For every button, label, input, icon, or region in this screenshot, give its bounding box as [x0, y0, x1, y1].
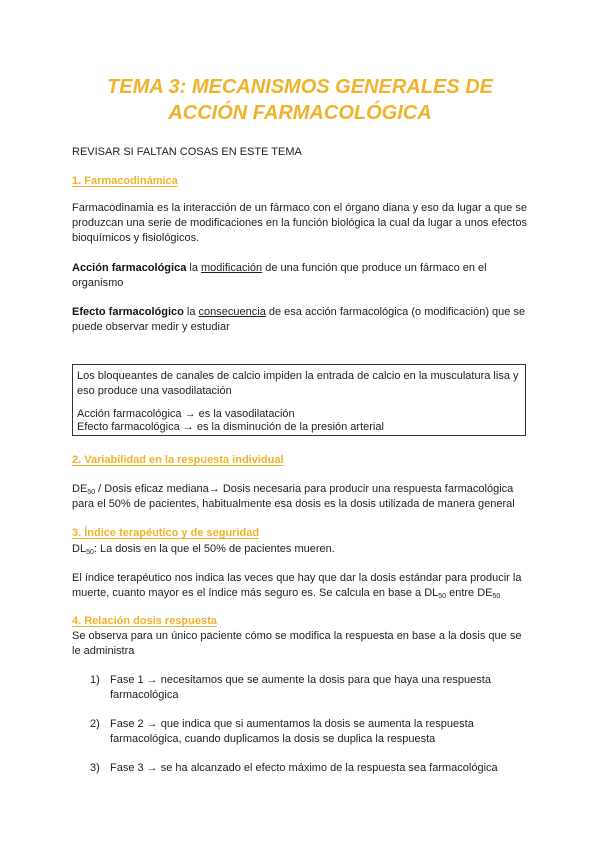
- dl-text: : La dosis en la que el 50% de pacientes mueren.: [93, 543, 335, 555]
- dl-definition: [72, 542, 532, 557]
- accion-definition: [72, 261, 532, 291]
- de-label: DE: [72, 483, 88, 495]
- efecto-term: Efecto farmacológico: [72, 306, 184, 318]
- accion-term: Acción farmacológica: [72, 262, 187, 274]
- de-text: / Dosis eficaz mediana→ Dosis necesaria para producir una respuesta farmacológica para el 50% de pacientes, habitualmente esa dosis es la dosis utilizada de manera general: [72, 483, 515, 510]
- accion-post: de una función que produce un fármaco en el organismo: [72, 262, 487, 289]
- indice-mid: entre DE: [446, 587, 493, 599]
- indice-sub-1: 50: [438, 593, 447, 600]
- efecto-pre: la: [183, 306, 199, 318]
- title-line-1: TEMA 3: MECANISMOS GENERALES DE: [107, 76, 493, 98]
- section-3-heading: 3. Índice terapéutico y de seguridad: [72, 527, 260, 539]
- section-2-heading: 2. Variabilidad en la respuesta individual: [72, 454, 284, 466]
- example-line-2: Acción farmacológica → es la vasodilatación: [77, 408, 295, 420]
- accion-pre: la: [186, 262, 202, 274]
- section-4-heading: 4. Relación dosis respuesta: [72, 615, 217, 627]
- efecto-post: de esa acción farmacológica (o modificación) que se puede observar medir y estudiar: [72, 306, 526, 333]
- dl-label: DL: [72, 543, 87, 555]
- indice-sub-2: 50: [492, 593, 501, 600]
- title-line-2: ACCIÓN FARMACOLÓGICA: [168, 102, 432, 124]
- indice-text: [72, 571, 532, 601]
- example-line-3: Efecto farmacológica → es la disminución de la presión arterial: [77, 421, 384, 433]
- list-item-number: 2): [90, 718, 100, 730]
- list-item-number: 3): [90, 762, 100, 774]
- efecto-key: consecuencia: [198, 306, 266, 318]
- dl-sub: 50: [86, 549, 94, 556]
- section-4-intro: Se observa para un único paciente cómo se modifica la respuesta en base a la dosis que se le administra: [72, 630, 522, 657]
- example-line-1: Los bloqueantes de canales de calcio impiden la entrada de calcio en la musculatura lisa y eso produce una vasodilatación: [77, 370, 519, 397]
- section-2-text: [72, 482, 532, 512]
- list-item-number: 1): [90, 674, 100, 686]
- example-box: [72, 364, 526, 436]
- list-item-text: Fase 2 → que indica que si aumentamos la dosis se aumenta la respuesta farmacológica, cuando duplicamos la dosis se duplica la respuesta: [110, 718, 474, 745]
- document-title: [0, 74, 600, 126]
- section-1-heading: 1. Farmacodinámica: [72, 175, 178, 187]
- section-1-intro: Farmacodinamia es la interacción de un fármaco con el órgano diana y eso da lugar a que se produzcan una serie de modificaciones en la función biológica la cual da lugar a unos efectos bioquímicos y fisiológicos.: [72, 202, 527, 244]
- de-sub: 50: [87, 489, 96, 496]
- accion-key: modificación: [201, 262, 263, 274]
- review-note: REVISAR SI FALTAN COSAS EN ESTE TEMA: [72, 146, 302, 158]
- indice-body: El índice terapéutico nos indica las veces que hay que dar la dosis estándar para producir la muerte, cuanto mayor es el índice más seguro es. Se calcula en base a DL: [72, 572, 522, 599]
- list-item-text: Fase 1 → necesitamos que se aumente la dosis para que haya una respuesta farmacológica: [110, 674, 491, 701]
- list-item-text: Fase 3 → se ha alcanzado el efecto máximo de la respuesta sea farmacológica: [110, 762, 498, 774]
- efecto-definition: [72, 305, 532, 335]
